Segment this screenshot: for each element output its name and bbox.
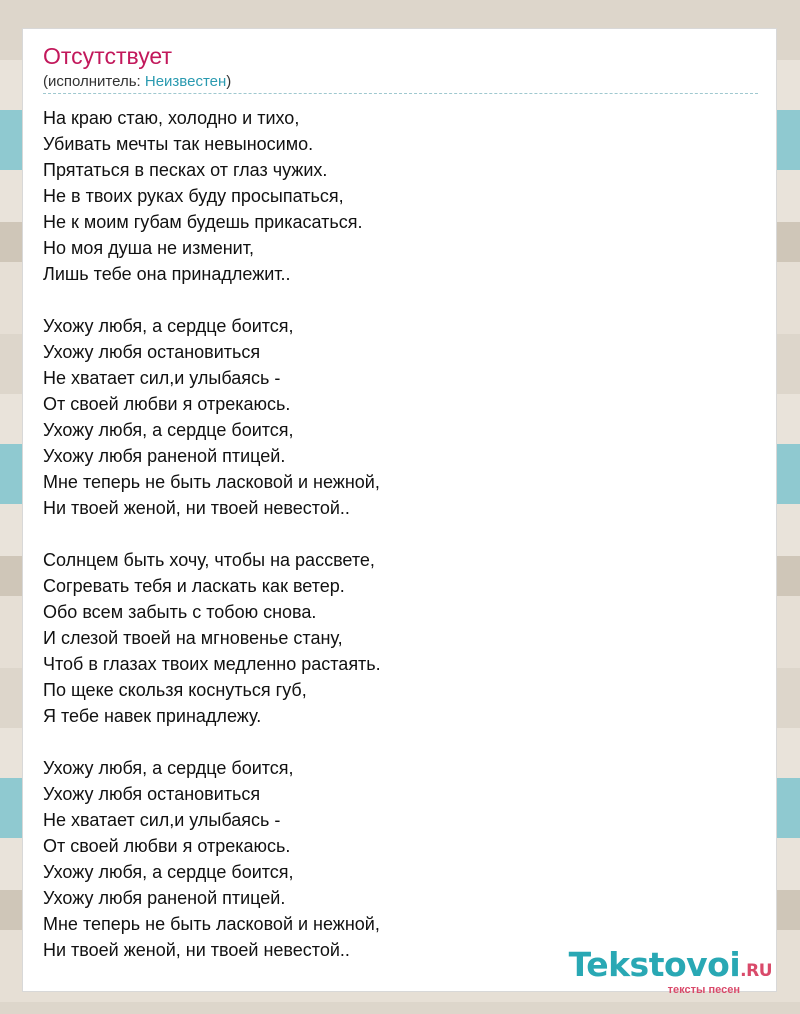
lyric-line: Убивать мечты так невыносимо. [43,134,314,154]
stanza [43,755,381,963]
lyric-line: Не в твоих руках буду просыпаться, [43,186,344,206]
lyric-line: Ухожу любя раненой птицей. [43,446,286,466]
lyric-line: Я тебе навек принадлежу. [43,706,262,726]
artist-link[interactable]: Неизвестен [144,73,227,90]
lyric-line: Ухожу любя раненой птицей. [43,888,286,908]
lyric-line: Обо всем забыть с тобою снова. [43,602,317,622]
lyric-line: И слезой твоей на мгновенье стану, [43,628,343,648]
logo-tld: .RU [740,961,772,981]
song-title: Отсутствует [43,43,172,69]
lyric-line: Ухожу любя, а сердце боится, [43,758,294,778]
lyric-line: Мне теперь не быть ласковой и нежной, [43,472,380,492]
lyric-line: Ухожу любя остановиться [43,342,261,362]
lyric-line: По щеке скользя коснуться губ, [43,680,307,700]
lyric-line: Ухожу любя остановиться [43,784,261,804]
lyrics-card [22,28,777,992]
lyric-line: Ни твоей женой, ни твоей невестой.. [43,940,350,960]
lyrics-body [43,105,381,989]
stanza [43,105,381,287]
lyric-line: Ухожу любя, а сердце боится, [43,862,294,882]
lyric-line: Ни твоей женой, ни твоей невестой.. [43,498,350,518]
lyric-line: Прятаться в песках от глаз чужих. [43,160,328,180]
lyric-line: Лишь тебе она принадлежит.. [43,264,291,284]
lyric-line: Ухожу любя, а сердце боится, [43,316,294,336]
lyric-line: Чтоб в глазах твоих медленно растаять. [43,654,381,674]
lyric-line: Солнцем быть хочу, чтобы на рассвете, [43,550,375,570]
lyric-line: От своей любви я отрекаюсь. [43,394,291,414]
artist-line [43,73,231,90]
logo-name: Tekstovoi [568,945,741,984]
lyric-line: Не хватает сил,и улыбаясь - [43,810,281,830]
divider [43,93,758,94]
artist-prefix: (исполнитель: [43,73,145,90]
lyric-line: От своей любви я отрекаюсь. [43,836,291,856]
lyric-line: Но моя душа не изменит, [43,238,254,258]
lyric-line: Не к моим губам будешь прикасаться. [43,212,363,232]
site-logo[interactable] [568,945,772,996]
lyric-line: Не хватает сил,и улыбаясь - [43,368,281,388]
lyric-line: Ухожу любя, а сердце боится, [43,420,294,440]
lyric-line: Согревать тебя и ласкать как ветер. [43,576,345,596]
stanza [43,313,381,521]
logo-wordmark [568,945,772,988]
stanza [43,547,381,729]
artist-suffix: ) [226,73,232,90]
lyric-line: На краю стаю, холодно и тихо, [43,108,300,128]
logo-tagline: тексты песен [667,984,740,996]
lyric-line: Мне теперь не быть ласковой и нежной, [43,914,380,934]
